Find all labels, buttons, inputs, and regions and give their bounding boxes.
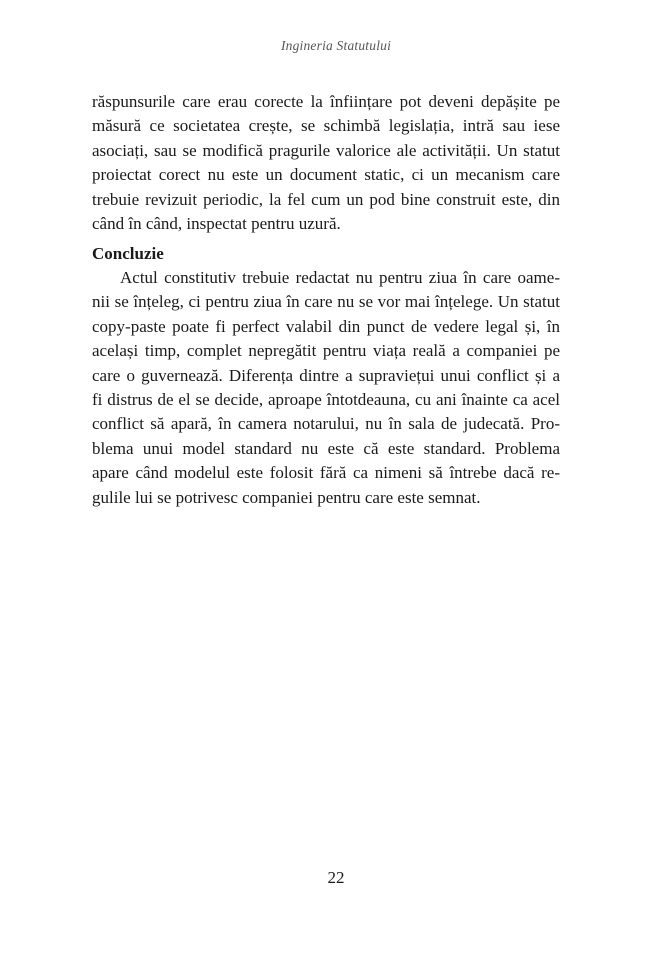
- text-line: copy-paste poate fi perfect valabil din punct de vedere legal și, în: [92, 316, 560, 336]
- text-line: proiectat corect nu este un document static, ci un mecanism care: [92, 165, 560, 185]
- running-header: Ingineria Statutului: [280, 38, 392, 53]
- text-line: trebuie revizuit periodic, la fel cum un pod bine construit este, din: [92, 189, 560, 209]
- text-line: Actul constitutiv trebuie redactat nu pentru ziua în care oame-: [120, 268, 560, 287]
- text-line: nii se înțeleg, ci pentru ziua în care nu se vor mai înțelege. Un statut: [92, 292, 560, 312]
- text-line: măsură ce societatea crește, se schimbă legislația, intră sau iese: [92, 116, 560, 136]
- section-heading: Concluzie: [92, 244, 164, 263]
- conclusion-paragraph: [92, 266, 560, 510]
- page-number: 22: [327, 868, 345, 887]
- text-line: când în când, inspectat pentru uzură.: [92, 213, 341, 233]
- text-line: apare când modelul este folosit fără ca nimeni să întrebe dacă re-: [92, 463, 560, 483]
- paragraph-continued: [92, 90, 560, 236]
- text-line: asociați, sau se modifică pragurile valorice ale activității. Un statut: [92, 140, 560, 160]
- text-line: gulile lui se potrivesc companiei pentru care este semnat.: [92, 487, 481, 507]
- text-line: același timp, complet nepregătit pentru viața reală a companiei pe: [92, 341, 560, 361]
- text-line: care o guvernează. Diferența dintre a supraviețui unui conflict și a: [92, 365, 560, 385]
- text-line: răspunsurile care erau corecte la înființare pot deveni depășite pe: [92, 92, 560, 111]
- text-line: conflict să apară, în camera notarului, nu în sala de judecată. Pro-: [92, 414, 560, 434]
- text-line: fi distrus de el se decide, aproape întotdeauna, cu ani înainte ca acel: [92, 389, 560, 409]
- text-line: blema unui model standard nu este că este standard. Problema: [92, 438, 560, 458]
